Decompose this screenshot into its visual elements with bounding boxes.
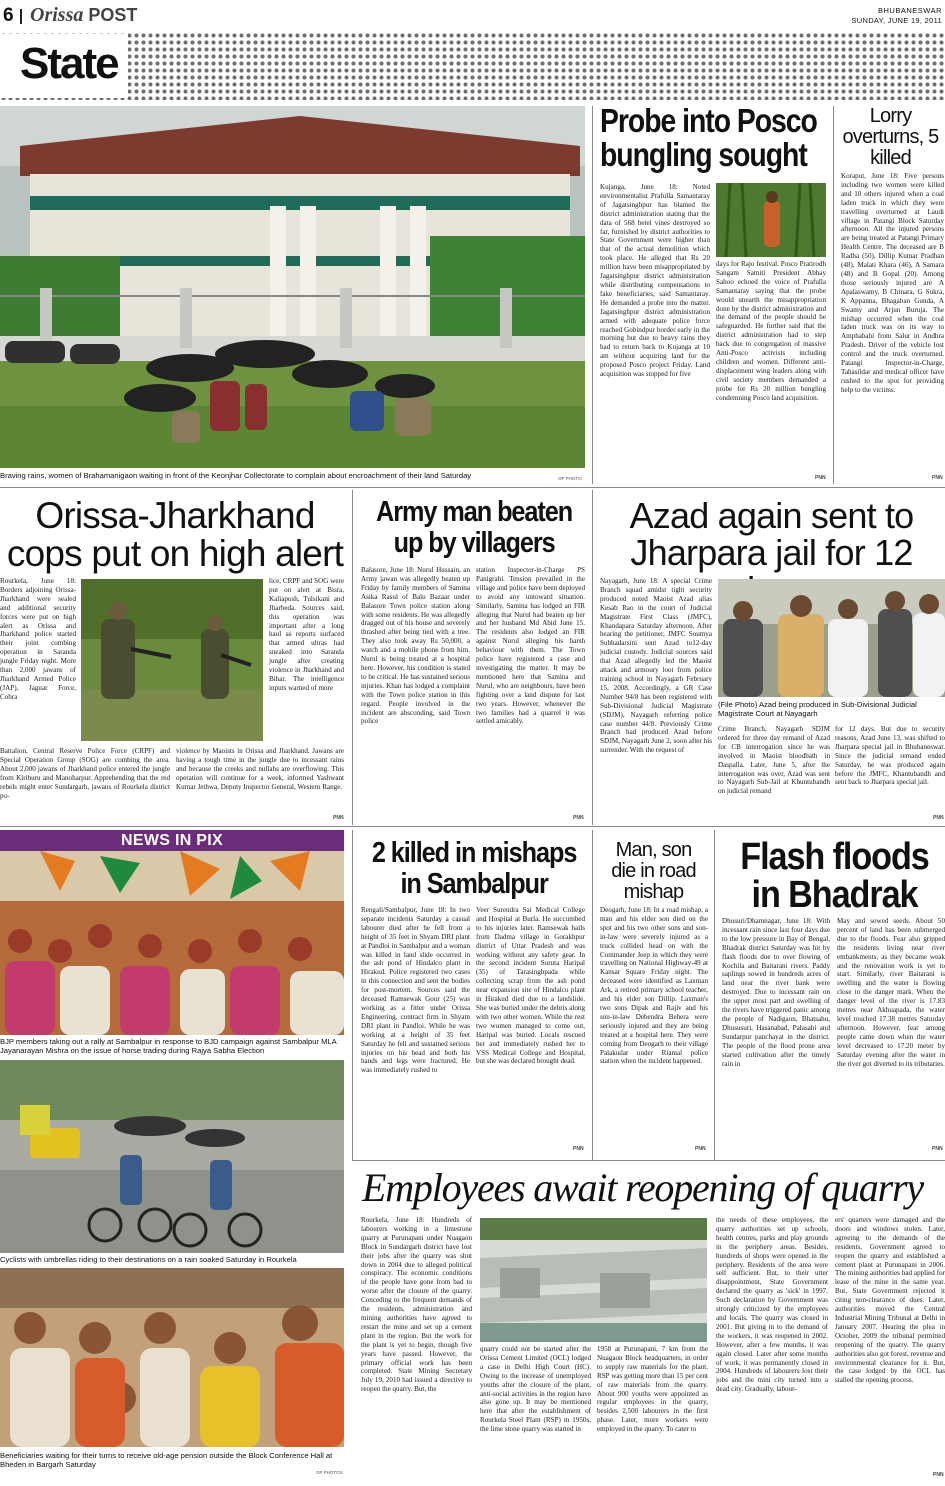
lead-photo-caption: Braving rains, women of Brahamanigaon waiting in front of the Keonjhar Collectorate to complain about encroachment of their land Saturday xyxy=(0,471,472,480)
jharkhand-headline-line-2: cops put on high alert xyxy=(6,533,344,574)
azad-headline-line-1: Azad again sent to xyxy=(629,495,914,536)
section-band xyxy=(0,32,945,100)
azad-photo xyxy=(718,579,945,697)
quarry-photo xyxy=(480,1218,707,1342)
page-number: 6 xyxy=(3,5,14,26)
azad-headline-line-2: Jharpara jail for 12 xyxy=(630,532,913,573)
army-headline-line-1: Army man beaten xyxy=(376,496,573,528)
army-column-1: Balasore, June 18: Nurul Hussain, an Army jawan was allegedly beaten up Friday by family members of Samina Asika Rasul of Balu Bazaar under Balasore Town police station along with some residents. He was allegedly dragged out of his house and severely thrashed after being tied with a tree. They also took away Rs 50,000, a watch and a mobile phone from him. Nurul is being treated at a hospital here. However, his condition is stated to be critical. He has sustained serious injuries. Khan has lodged a complaint with the Town police station in this regard. People involved in the incident are absconding, said Town police xyxy=(361,566,470,726)
lorry-headline-line-1: Lorry xyxy=(869,105,912,127)
azad-photo-caption: (File Photo) Azad being produced in Sub-Divisional Judicial Magistrate Court at Nayagarh xyxy=(718,700,917,718)
army-headline-line-2: up by villagers xyxy=(393,527,555,559)
section-title: State xyxy=(0,34,128,98)
sambalpur-tag: PNN xyxy=(573,1146,584,1152)
jharkhand-photo xyxy=(81,579,263,741)
army-tag: PNN xyxy=(573,815,584,821)
brand-caps: POST xyxy=(88,5,138,25)
divider xyxy=(352,490,353,825)
lead-photo xyxy=(0,106,585,468)
pix-caption-pension: Beneficiaries waiting for their turns to receive old-age pension outside the Block Conference Hall at Bheden in Bargarh Saturday xyxy=(0,1451,333,1469)
road-headline-line-1: Man, son xyxy=(615,839,692,861)
jharkhand-column-2: lice, CRPF and SOG were put on alert at Bisra, Kaliaposh, Tulsikani and Jharbeda. Sources said, this operation was important after a long haul as reports surfaced that armed ultras had sneaked into Saranda jungle after creating violence in Jharkhand and Bihar. The intelligence inputs warned of more xyxy=(269,577,344,692)
divider xyxy=(833,106,834,484)
quarry-headline: Employees await reopening of quarry xyxy=(362,1165,923,1210)
jharkhand-column-1-wide: Battalion, Central Reserve Police Force (CRPF) and Special Operation Group (SOG) are combing the area. About 2,000 jawans of Jharkhand police entered the jungle from Kiriburu and Manoharpur. Apprehending that the red rebels might enter Sundargarh, jawans of Rourkela district po- xyxy=(0,747,170,800)
quarry-column-2: quarry could not be started after the Orissa Cement Limited (OCL) lodged a case in Delhi High Court (HC). Owing to the increase of unemployed youths after the closure of the plant, anti-social activities in the region have also gone up. It may be mentioned here that after the establishment of Rourkela Steel Plant (RSP) in 1950s, the lime stone quarry was started in xyxy=(480,1345,591,1434)
jharkhand-column-1: Rourkela, June 18: Borders adjoining Orissa-Jharkhand were sealed and additional security forces were put on high alert as Orissa and Jharkhand police started their joint combing operation in Saranda jungle Friday night. More than 2,000 jawans of Jharkhand Armed Police (JAP), Jaguar Force, Cobra xyxy=(0,577,76,701)
pix-credit: OP PHOTOS xyxy=(316,1470,343,1475)
sambalpur-column-1: Rengali/Sambalpur, June 18: In two separate incidents Saturday a casual labourer died after he fell from a height of 35 feet in Shyam DRI plant at Pandloi in Sambalpur and a woman was killed in land slide occurred in the ash pond of Hindalco plant in Hirakud. Police registered two cases in this connection and sent the bodies for post-mortem. Sources said the deceased Ramsewak Gour (25) was working as a fitter under Orissa Engineering, contract firm in Shyam DRI plant in Pandloi. While he was working at a height of 35 feet Saturday he fell and sustained serious injuries on his head and both his hands and legs were fractured. He was immediately rushed to xyxy=(361,906,470,1075)
bhadrak-headline xyxy=(722,838,945,914)
divider xyxy=(592,830,593,1160)
quarry-column-1: Rourkela, June 18: Hundreds of labourers working in a limestone quarry at Purunapani under Nuagaon Block in Sundargarh district have lost their jobs after the quarry was shut down in 2004 due to alleged political conspiracy. The economic conditions of the people have gone from bad to worse after the closure of the quarry. Conceding to the frequent demands of the residents, administration and mining authorities have agreed to restart the mine and set up a cement plant in the region. But the work for the plant is yet to begin, though five years have passed. However, the primary official work has been completed. State Mining Secretary July 19, 2010 had issued a directive to reopen the quarry. But, the xyxy=(361,1216,472,1394)
quarry-column-4: the needs of these employees, the quarry authorities set up schools, health centres, parks and play grounds in the periphery areas. Besides, hundreds of shops were opened in the periphery. Residents of the area were self sufficient. But, to their utter disappointment, State Government declared the quarry as 'sick' in 1997. Such declaration by Government was strongly criticized by the employees and locals. The quarry was closed in 2001. But giving in to the demand of the workers, it was reopened in 2002. However, after a few months, it was again closed. Later after some months of work, it was permanently closed in 2004. Hundreds of labourers lost their jobs and the mini city turned into a dead city. Gradually, labour- xyxy=(716,1216,828,1394)
news-in-pix-label: NEWS IN PIX xyxy=(121,832,223,849)
bhadrak-column-1: Dhusuri/Dhamnagar, June 18: With incessant rain since last four days due to the low pressure in Bay of Bengal, Bhadrak district Saturday was hit by flash floods due to over flowing of Kochila and Baitarani rivers. Paddy saplings sowed in hundreds acres of land near the river bank were destroyed. Due to incessant rain on the upper most part and swelling of the rivers have triggered panic among the people of Nadigaon, Bhatsahu, Dhususuri, Hasanabad, Palasahi and Sundarpur panchayat in the district. The people of the flood prone area started cultivation after the timely rain in xyxy=(722,917,830,1068)
quarry-column-5: ers' quarters were damaged and the doors and windows stolen. Later, agreeing to the demands of the residents, Government agreed to reopen the quarry and established a cement plant at Purunapani in 2006. The mining authorities had applied for lease of the mine in the same year. But, State Government rejected it citing non-clearance of dues. Later, authorities moved the Central Industrial Mining Tribunal at Delhi in January 2007. Hearing the plea in October, 2009 the tribunal permitted reopening of the quarry. The quarry authorities also got forest, revenue and environmental clearance for it. But, the case lodged by the OCL has stalled the opening process. xyxy=(835,1216,945,1385)
sambalpur-column-2: Veer Surendra Sai Medical College and Hospital at Burla. He succumbed to his injuries later. Ramsewak hails from Dadma village in Gorakhpur district of Uttar Pradesh and was working without any safety gear. In the second incident Suruta Haripal (35) of Tarasinghpada while collecting scrap from the ash pond near expansion site of Hindalco plant in Hirakud died due to a landslide. She was buried under the debris along with two other women. While the rest two women managed to come out, Haripal was buried. Locals rescued her and immediately rushed her to VSS Medical College and Hospital, but she was declared brought dead. xyxy=(476,906,585,1066)
masthead-date: SUNDAY, JUNE 19, 2011 xyxy=(851,16,942,25)
lorry-tag: PNN xyxy=(932,475,943,481)
bhadrak-headline-line-1: Flash floods xyxy=(740,836,929,878)
sambalpur-headline xyxy=(361,838,587,900)
posco-tag: PNN xyxy=(815,475,826,481)
pix-photo-rally xyxy=(0,851,344,1035)
posco-headline-line-2: bungling sought xyxy=(600,136,807,173)
road-headline-line-3: mishap xyxy=(623,881,684,903)
road-headline-line-2: die in road xyxy=(611,860,696,882)
azad-column-3: for 12 days. But due to security reasons, Azad June 13, was shifted to Jharpara special jail in Bhubaneswar. Since the judicial remand ended Saturday, he was produced again before the JMFC, Khantubandh and sent back to Jharpara special jail. xyxy=(835,725,945,787)
quarry-column-3: 1958 at Purunapani, 7 km from the Nuagaon Block headquarters, in order to supply raw materials for the plant. RSP was getting more than 15 per cent of raw materials from the quarry. About 900 youths were appointed as regular employees in the quarry, besides 2,500 labourers in the first phase. Later, more workers were employed in the quarry. To cater to xyxy=(597,1345,708,1434)
road-body: Deogarh, June 18: In a road mishap, a man and his elder son died on the spot and his two other sons and son-in-law were severely injured as a truck collided head on with the Commander Jeep in which they were travelling on National Highway-49 at Kansar Square Friday night. The deceased were identified as Laxman Ark, a retired primary school teacher, and his elder son Dillip. Laxman's two sons Dipak and Rajiv and his son-in-law Debendra Behera were seriously injured and they are being treated at a hospital here. They were coming from Deogarh to their village Palakudar under Riamal police station when the incident happened. xyxy=(600,906,708,1066)
sambalpur-headline-line-2: in Sambalpur xyxy=(400,868,548,900)
bhadrak-column-2: May and sowed seeds. About 50 percent of land has been submerged due to the floods. Fear also gripped the residents living near river embankments, as they became weak and the renovation work is yet to start. Similarly, river Baitarani is swelling and the water is flowing close to the danger mark. When the danger level of the river is 17.83 metres near Akhuapada, the water level touched 17.38 metres Saturday afternoon. However, fear among people came down when the water level decreased to 17.20 meter by Saturday evening after the water in the river got diverted to its tributaries. xyxy=(837,917,945,1068)
divider xyxy=(352,1160,945,1161)
brand-name xyxy=(30,4,137,27)
posco-photo xyxy=(716,183,826,257)
jharkhand-headline-line-1: Orissa-Jharkhand xyxy=(35,495,315,536)
lorry-headline-line-2: overturns, 5 xyxy=(842,126,939,148)
pix-photo-pension xyxy=(0,1268,344,1447)
azad-column-1: Nayagarh, June 18: A special Crime Branch squad amidst tight security produced noted Maoist Azad alias Kesab Rao in the court of Judicial Magistrate First Class (JMFC), Khandapara Saturday afternoon. After hearing the petitioner, JMFC Soumya Subhadarsini sent Azad to12-day judicial custody. Judicial sources said that Azad allegedly led the Maoist attack and armoury loot from police training school in Nayagarh February 15, 2008. Accordingly, a GR Case Number 94/8 has been registered with Sub-Divisional Judicial Magistrate (SDJM), Nayagarh referring police case number 44/8. Previously Crime Branch had produced Azad before SDJM, Nayagarh June 2, soon after his surrender. With the request of xyxy=(600,577,712,755)
army-column-2: station Inspector-in-Charge PS Panigrahi. Tension prevailed in the village and police have been deployed to avoid any untoward situation. Similarly, Samina has lodged an FIR alleging that Nurul had beaten up her and her husband Md Abid June 15. The residents also lodged an FIR against Nurul alleging his harsh behaviour with them. The Town police have registered a case and investigating the matter. It may be mentioned here that Samina and Nurul, who are neighbours, have been fighting over a land dispute for last two years. However, whenever the two families had a quarrel it was settled amicably. xyxy=(476,566,585,726)
posco-headline xyxy=(600,102,817,173)
posco-column-1: Kujanga, June 18: Noted environmentalist Prafulla Samantaray of Jagatsinghpur has blamed the district administration stating that the data of 568 betel vines destroyed so far, furnished by district authorities to State Government were higher than that of the actual demolition which took place. He alleged that Rs 20 million have been misappropriated by Jagatsinghpur district administration while distributing compensations to fake beneficiaries, said Samantaray. He demanded a probe into the matter. Jagatsinghpur district administration armed with adequate police force reached Gobindpur border early in the morning but due to heavy rains they had to return back to Kujanga at 10 am without acquiring land for the proposed Posco project Friday. Land acquisition was stopped for five xyxy=(600,183,710,379)
army-headline xyxy=(361,497,587,559)
azad-tag: PNN xyxy=(933,815,944,821)
divider xyxy=(714,830,715,1160)
masthead-city: BHUBANESWAR xyxy=(878,6,942,15)
jharkhand-headline xyxy=(0,497,350,573)
lorry-headline xyxy=(836,106,945,169)
masthead xyxy=(0,0,945,32)
lead-photo-credit: OP PHOTO xyxy=(558,476,582,481)
azad-column-2: Crime Branch, Nayagarh SDJM ordered for three day remand of Azad for CB interrogation since he was involved in Maoist bloodbath in Daspalla. Later, June 5, after the interrogation was over, Azad was sent to Nayagarh Sub-Jail at Khuntubandh on judicial remand xyxy=(718,725,830,796)
divider xyxy=(592,490,593,825)
pix-photo-cyclists xyxy=(0,1060,344,1253)
news-in-pix-banner xyxy=(0,830,344,851)
road-tag: PNN xyxy=(695,1146,706,1152)
posco-headline-line-1: Probe into Posco xyxy=(600,102,817,139)
bhadrak-tag: PNN xyxy=(932,1146,943,1152)
divider xyxy=(592,106,593,484)
divider xyxy=(0,826,945,827)
divider xyxy=(0,487,945,488)
brand-italic: Orissa xyxy=(30,4,84,26)
bhadrak-headline-line-2: in Bhadrak xyxy=(751,874,918,916)
posco-column-2: days for Rajo festival. Posco Pratirodh Sangam Samiti President Abhay Sahoo echoed the voice of Prafulla Samantaray saying that the probe would unearth the misappropriation done by the district administration and the demand of the people should be safeguarded. He further said that the district administration had to step back due to congregation of massive Anti-Posco activists including children and women. Different anti-displacement wing leaders along with civil society members demanded a probe for Rs 20 million bungling condemning Posco land acquisition. xyxy=(716,260,826,402)
masthead-divider xyxy=(20,9,22,24)
pix-caption-cyclists: Cyclists with umbrellas riding to their destinations on a rain soaked Saturday in Rourkela xyxy=(0,1255,297,1264)
divider xyxy=(352,830,353,1160)
lorry-body: Koraput, June 18: Five persons including two women were killed and 10 others injured when a coal laden truck in which they were travelling overturned at Laudi village in Patangi Block Saturday afternoon. All the injured persons are being treated at Patangi Primary Health Centre. The deceased are B Radha (50), Dillip Kumar Pradhan (48), Malati Khara (46), A Samara (48) and B Gopal (20). Among those seriously injured are A Apalaswamy, B Chinara, G Sukra, K Appanna, Bhagaban Gunda, A Swamy and Arjun Buruja. The mishap occurred when the coal laden truck was on its way to Amphabahi from Salur in Andhra Pradesh. Driver of the vehicle lost control and the truck overturned. Patangi Inspector-in-Charge, Tahasildar and medical officer have rushed to the spot for providing help to the victims. xyxy=(841,172,944,394)
jharkhand-tag: PNN xyxy=(333,815,344,821)
lorry-headline-line-3: killed xyxy=(870,147,911,169)
jharkhand-column-2-wide: violence by Maoists in Orissa and Jharkhand. Jawans are having a tough time in the jungle due to incessant rains and because the creeks and nullahs are overflowing. This operation will continue for a week, informed Yashwant Kumar Jethwa, Deputy Inspector General, Western Range. xyxy=(176,747,344,791)
pix-caption-rally: BJP members taking out a rally at Sambalpur in response to BJD campaign against Sambalpur MLA Jayanarayan Mishra on the issue of horse trading during Rajya Sabha Election xyxy=(0,1037,337,1055)
road-headline xyxy=(597,840,710,903)
quarry-tag: PNN xyxy=(933,1472,944,1478)
sambalpur-headline-line-1: 2 killed in mishaps xyxy=(371,837,577,869)
